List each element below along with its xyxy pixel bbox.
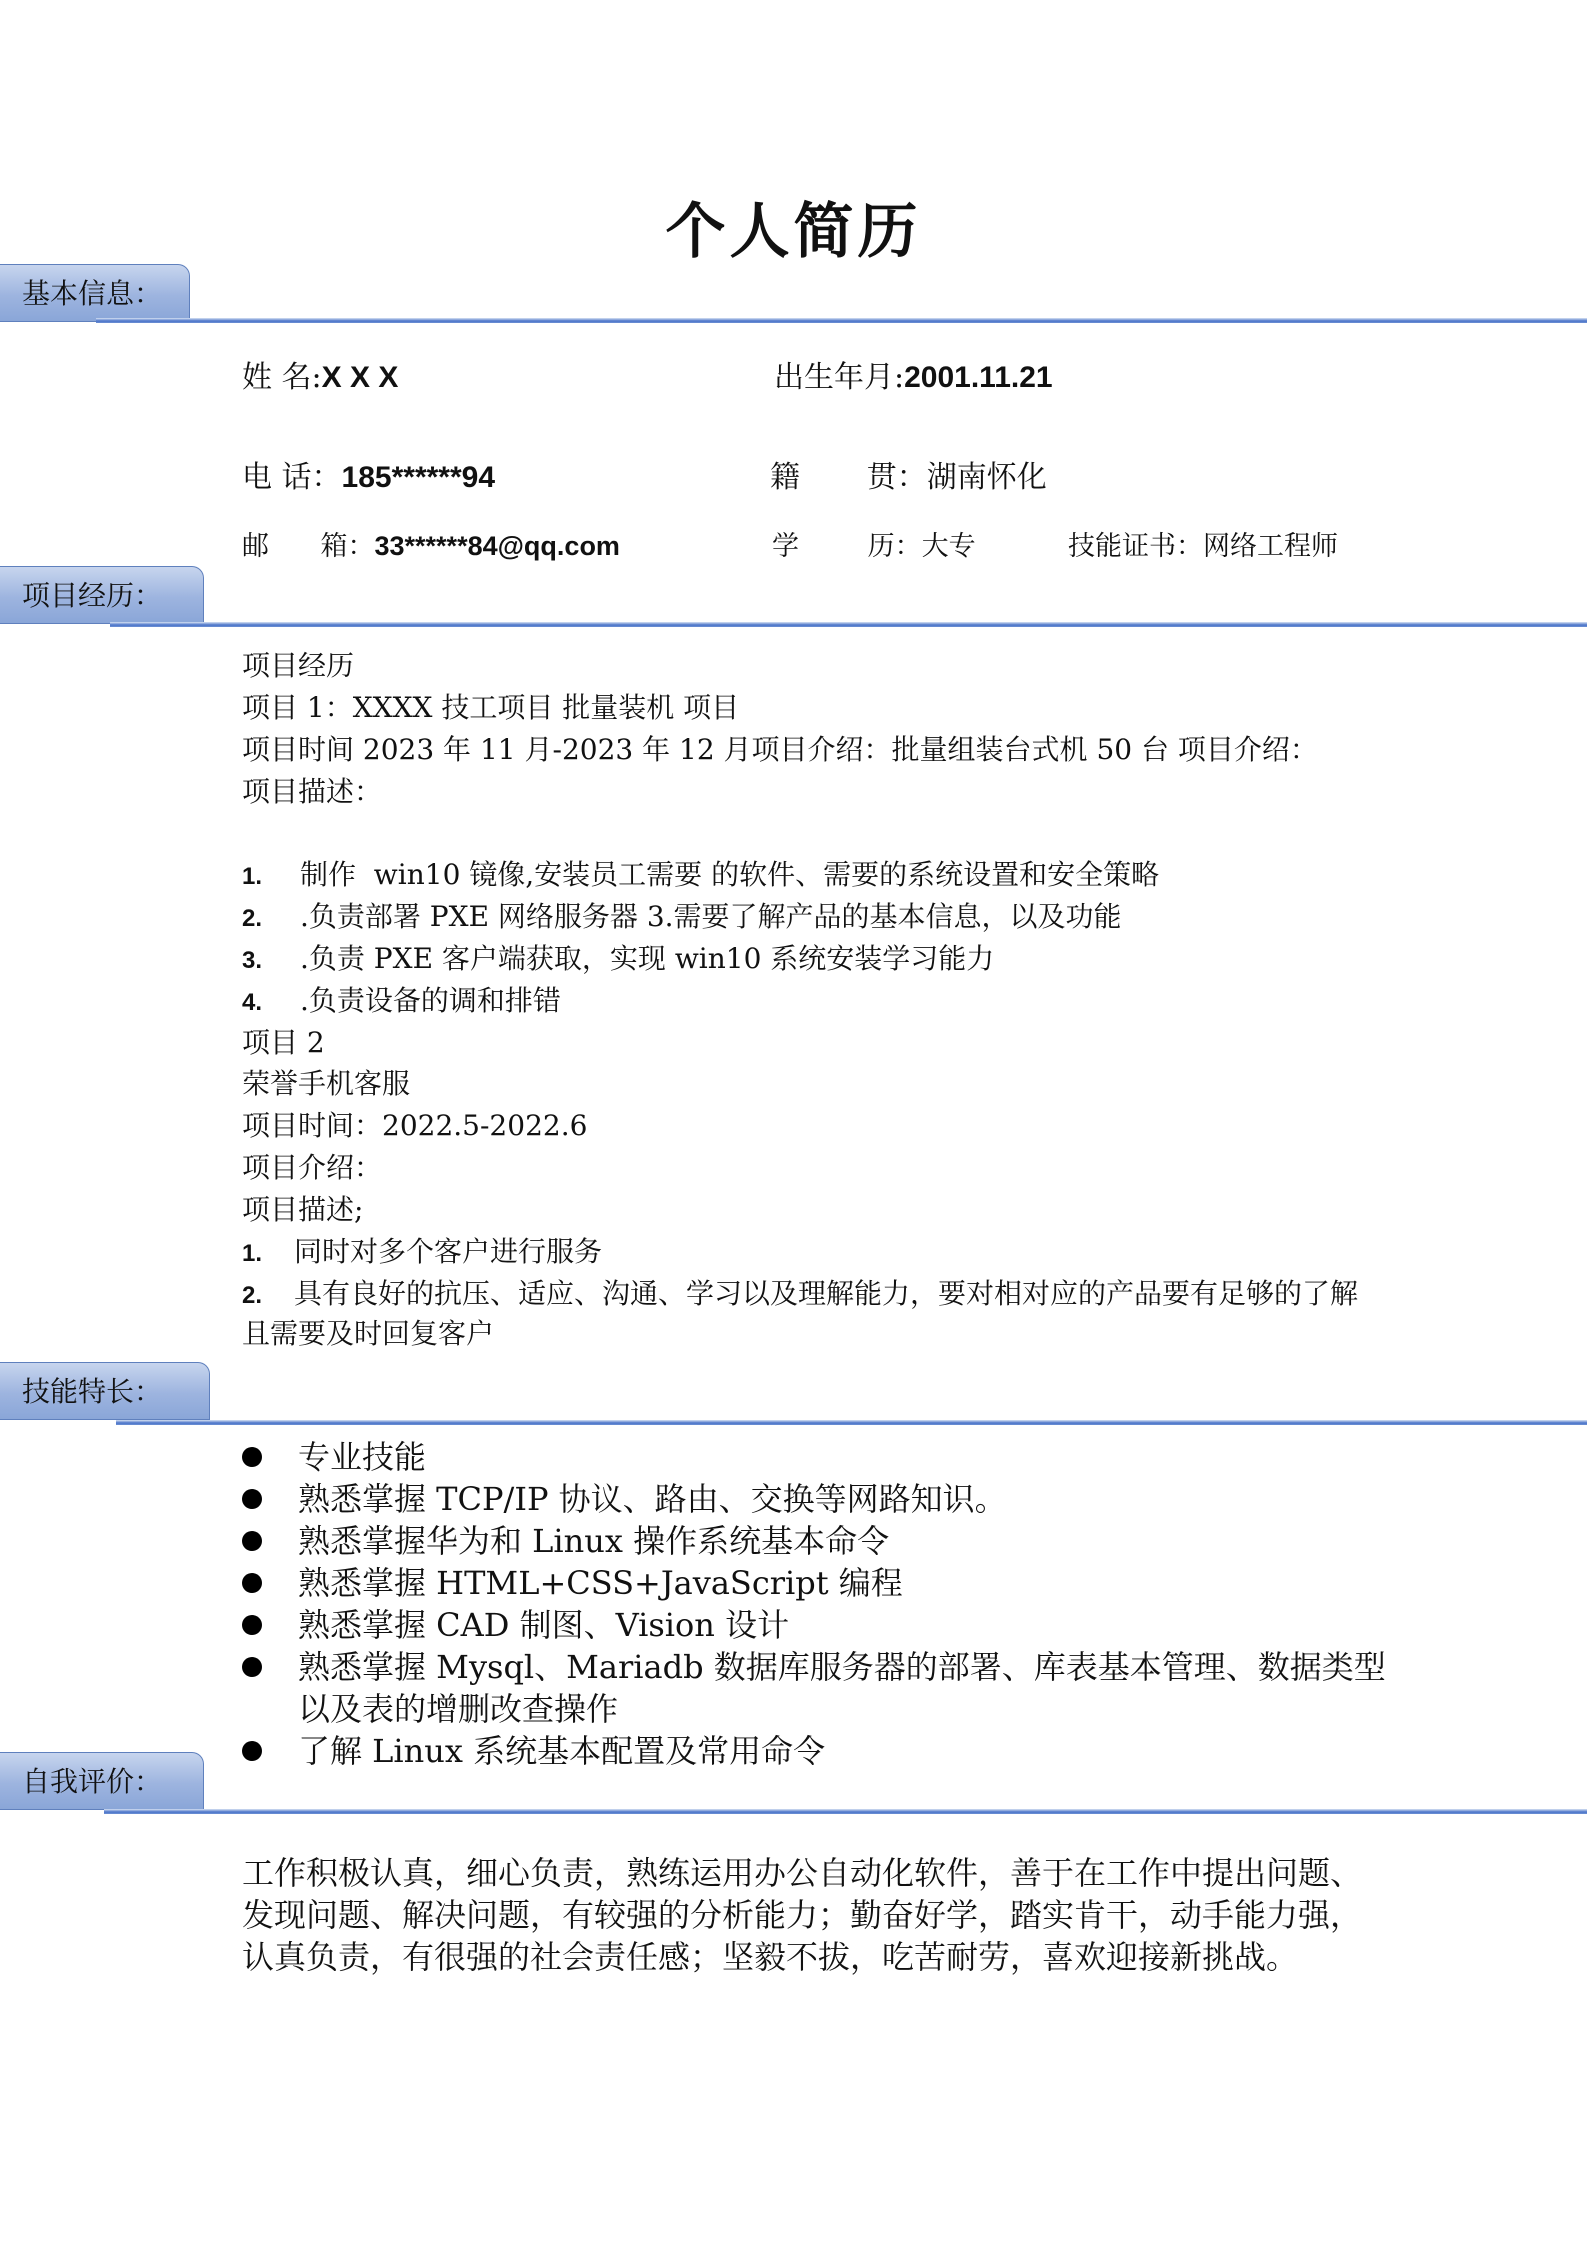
cert-row <box>1068 524 1338 563</box>
name-label: 姓 名: <box>242 360 322 395</box>
list-item: 1. 制作 win10 镜像,安装员工需要 的软件、需要的系统设置和安全策略 <box>242 858 1160 891</box>
project-2-time: 项目时间：2022.5-2022.6 <box>242 1109 588 1142</box>
email-value: 33******84@qq.com <box>374 531 620 561</box>
project-1-time: 项目时间 2023 年 11 月-2023 年 12 月项目介绍：批量组装台式机 50 台 项目介绍： <box>242 733 1318 766</box>
list-item: 4. .负责设备的调和排错 <box>242 984 561 1017</box>
bullet-icon <box>242 1531 262 1551</box>
section-divider <box>104 1809 1587 1814</box>
native-row <box>770 452 1047 496</box>
list-item: 2. .负责部署 PXE 网络服务器 3.需要了解产品的基本信息，以及功能 <box>242 900 1122 933</box>
bullet-icon <box>242 1657 262 1677</box>
project-2-desc-label: 项目描述; <box>242 1193 364 1226</box>
skill-item: 熟悉掌握华为和 Linux 操作系统基本命令 <box>242 1520 889 1562</box>
bullet-icon <box>242 1447 262 1467</box>
birth-row <box>774 352 1053 396</box>
skill-item: 熟悉掌握 HTML+CSS+JavaScript 编程 <box>242 1562 903 1604</box>
list-item: 1. 同时对多个客户进行服务 <box>242 1235 603 1268</box>
projects-heading: 项目经历 <box>242 649 355 682</box>
list-item-continuation: 且需要及时回复客户 <box>242 1317 495 1350</box>
skill-item: 熟悉掌握 Mysql、Mariadb 数据库服务器的部署、库表基本管理、数据类型 <box>242 1646 1386 1688</box>
edu-label: 学 历： <box>772 531 922 562</box>
project-1-title: 项目 1：XXXX 技工项目 批量装机 项目 <box>242 691 740 724</box>
email-row <box>242 524 620 563</box>
skill-item: 熟悉掌握 CAD 制图、Vision 设计 <box>242 1604 789 1646</box>
list-item: 2. 具有良好的抗压、适应、沟通、学习以及理解能力，要对相对应的产品要有足够的了解 <box>242 1277 1359 1310</box>
birth-value: 2001.11.21 <box>904 361 1053 394</box>
skill-item: 专业技能 <box>242 1436 426 1478</box>
native-label: 籍 贯： <box>770 460 927 495</box>
project-2-title: 项目 2 <box>242 1026 325 1059</box>
bullet-icon <box>242 1489 262 1509</box>
section-tab-skills: 技能特长： <box>0 1362 210 1420</box>
edu-value: 大专 <box>921 531 976 562</box>
page-title: 个人简历 <box>665 197 922 267</box>
skill-item-continuation: 以及表的增删改查操作 <box>298 1690 619 1728</box>
email-label: 邮 箱： <box>242 531 375 562</box>
birth-label: 出生年月: <box>774 360 905 395</box>
bullet-icon <box>242 1741 262 1761</box>
project-1-desc-label: 项目描述： <box>242 775 383 808</box>
bullet-icon <box>242 1615 262 1635</box>
section-tab-self-eval: 自我评价： <box>0 1752 204 1810</box>
section-divider <box>116 1420 1587 1425</box>
native-value: 湖南怀化 <box>926 460 1047 495</box>
phone-label: 电 话： <box>242 460 342 495</box>
phone-row <box>242 452 495 496</box>
section-divider <box>96 318 1587 323</box>
list-item: 3. .负责 PXE 客户端获取，实现 win10 系统安装学习能力 <box>242 942 995 975</box>
skill-item: 了解 Linux 系统基本配置及常用命令 <box>242 1730 825 1772</box>
cert-value: 网络工程师 <box>1203 531 1338 562</box>
cert-label: 技能证书： <box>1068 531 1203 562</box>
name-value: X X X <box>321 361 399 394</box>
skill-item: 熟悉掌握 TCP/IP 协议、路由、交换等网路知识。 <box>242 1478 1007 1520</box>
section-tab-projects: 项目经历： <box>0 566 204 624</box>
name-row <box>242 352 398 396</box>
edu-row <box>772 524 976 563</box>
section-divider <box>110 622 1587 627</box>
section-tab-basic-info: 基本信息： <box>0 264 190 322</box>
self-eval-text: 工作积极认真，细心负责，熟练运用办公自动化软件，善于在工作中提出问题、 发现问题、解决问题，有较强的分析能力；勤奋好学，踏实肯干，动手能力强， 认真负责，有很强的社会责任感；坚毅不拔，吃苦耐劳，喜欢迎接新挑战。 <box>242 1854 1363 1976</box>
phone-value: 185******94 <box>341 461 496 494</box>
project-2-intro: 项目介绍： <box>242 1151 383 1184</box>
bullet-icon <box>242 1573 262 1593</box>
project-2-name: 荣誉手机客服 <box>242 1067 411 1100</box>
